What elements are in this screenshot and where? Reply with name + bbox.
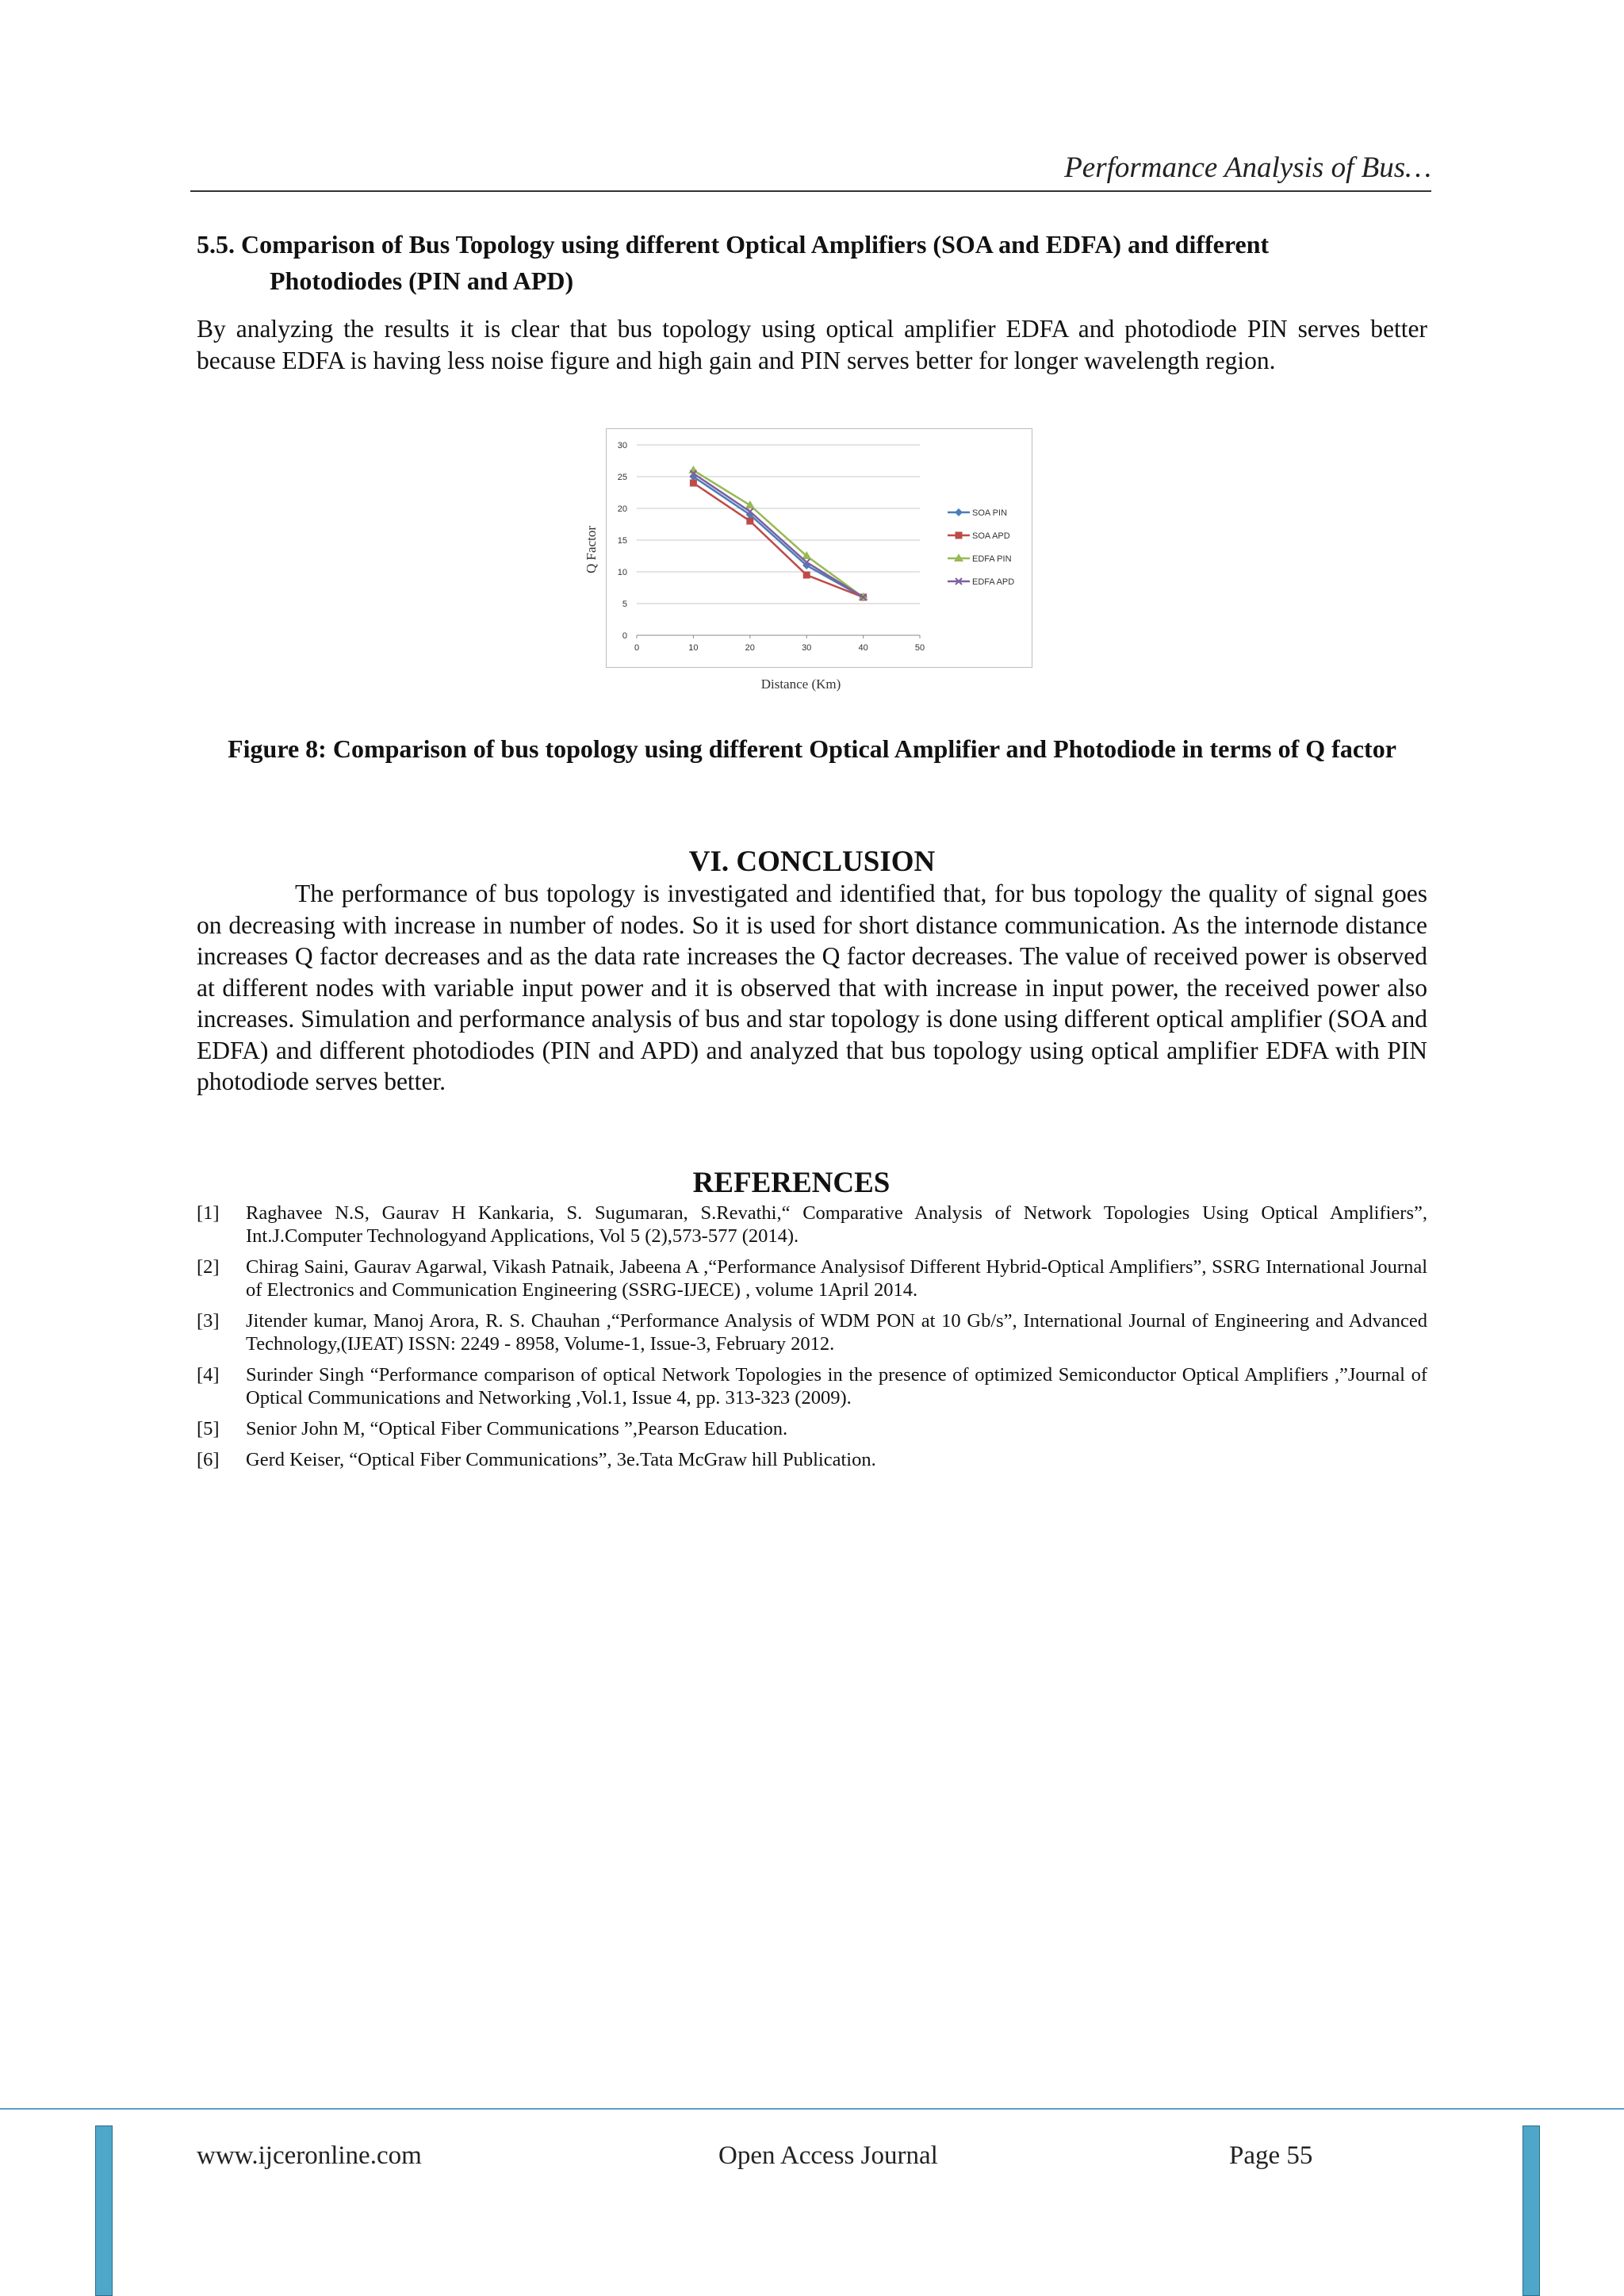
reference-number: [1] [197, 1202, 220, 1224]
reference-text: Senior John M, “Optical Fiber Communications ”,Pearson Education. [246, 1418, 788, 1439]
y-tick-label: 25 [617, 473, 627, 482]
series-line [693, 470, 863, 597]
legend-marker [956, 532, 963, 539]
legend-label: EDFA APD [972, 577, 1015, 587]
section-heading-line2: Photodiodes (PIN and APD) [270, 266, 574, 295]
y-tick-label: 0 [622, 631, 627, 641]
data-point [746, 518, 753, 525]
data-point [690, 480, 697, 487]
footer-page-number: Page 55 [1229, 2141, 1313, 2170]
footer-bar-left [95, 2125, 113, 2296]
reference-item-1 [197, 1202, 1427, 1248]
header-rule [190, 190, 1431, 192]
chart-frame [606, 428, 1032, 668]
y-axis-label: Q Factor [584, 526, 599, 573]
x-axis-label: Distance (Km) [760, 677, 841, 692]
y-axis-label-wrap [576, 526, 607, 573]
y-tick-label: 20 [617, 504, 627, 514]
reference-item-2 [197, 1255, 1427, 1301]
data-point [745, 500, 755, 508]
reference-item-4 [197, 1363, 1427, 1409]
x-tick-label: 50 [914, 643, 925, 653]
footer-rule [0, 2108, 1624, 2110]
figure-caption: Figure 8: Comparison of bus topology using different Optical Amplifier and Photodiode in terms of Q factor [228, 734, 1396, 763]
conclusion-paragraph: The performance of bus topology is investigated and identified that, for bus topology the quality of signal goes on decreasing with increase in number of nodes. So it is used for short distance communication. As the internode distance increases Q factor decreases and as the data rate increases the Q factor decreases. The value of received power is observed at different nodes with variable input power and it is observed that with increase in input power, the received power also increases. Simulation and performance analysis of bus and star topology is done using different optical amplifier (SOA and EDFA) and different photodiodes (PIN and APD) and analyzed that bus topology using optical amplifier EDFA with PIN photodiode serves better. [197, 880, 1427, 1095]
reference-text: Raghavee N.S, Gaurav H Kankaria, S. Sugumaran, S.Revathi,“ Comparative Analysis of Network Topologies Using Optical Amplifiers”, Int.J.Computer Technologyand Applications, Vol 5 (2),573-577 (2014). [246, 1202, 1427, 1247]
data-point [803, 572, 810, 579]
reference-number: [2] [197, 1256, 220, 1278]
x-tick-label: 20 [745, 643, 755, 653]
reference-item-6 [197, 1448, 1427, 1471]
reference-text: Chirag Saini, Gaurav Agarwal, Vikash Patnaik, Jabeena A ,“Performance Analysisof Different Hybrid-Optical Amplifiers”, SSRG International Journal of Electronics and Communication Engineering (SSRG-IJECE) , volume 1April 2014. [246, 1256, 1427, 1301]
y-tick-label: 15 [617, 536, 627, 546]
reference-number: [4] [197, 1364, 220, 1386]
reference-text: Surinder Singh “Performance comparison of optical Network Topologies in the presence of optimized Semiconductor Optical Amplifiers ,”Journal of Optical Communications and Networking ,Vol.1, Issue 4, pp. 313-323 (2009). [246, 1364, 1427, 1409]
data-point [688, 466, 698, 473]
legend-marker [955, 508, 963, 516]
x-tick-label: 40 [858, 643, 868, 653]
legend-label: EDFA PIN [972, 554, 1012, 564]
reference-text: Jitender kumar, Manoj Arora, R. S. Chauhan ,“Performance Analysis of WDM PON at 10 Gb/s”, International Journal of Engineering and Advanced Technology,(IJEAT) ISSN: 2249 - 8958, Volume-1, Issue-3, February 2012. [246, 1310, 1427, 1355]
reference-number: [5] [197, 1418, 220, 1439]
x-tick-label: 30 [802, 643, 812, 653]
running-header: Performance Analysis of Bus… [1064, 151, 1431, 184]
y-tick-label: 10 [617, 568, 627, 577]
x-tick-label: 0 [634, 643, 640, 653]
references-title: REFERENCES [692, 1167, 891, 1199]
reference-item-3 [197, 1309, 1427, 1355]
legend-label: SOA PIN [972, 508, 1008, 518]
footer-website: www.ijceronline.com [197, 2141, 422, 2170]
section-heading-line1: 5.5. Comparison of Bus Topology using different Optical Amplifiers (SOA and EDFA) and different [197, 230, 1270, 259]
intro-paragraph: By analyzing the results it is clear that bus topology using optical amplifier EDFA and photodiode PIN serves better because EDFA is having less noise figure and high gain and PIN serves better for longer wavelength region. [197, 315, 1427, 374]
conclusion-title: VI. CONCLUSION [688, 845, 936, 878]
y-tick-label: 5 [622, 600, 627, 609]
x-tick-label: 10 [688, 643, 699, 653]
q-factor-chart [607, 429, 1032, 667]
section-heading [197, 226, 1434, 299]
legend-label: SOA APD [972, 531, 1010, 541]
reference-number: [3] [197, 1310, 220, 1332]
reference-item-5 [197, 1417, 1427, 1440]
y-tick-label: 30 [617, 441, 627, 450]
reference-number: [6] [197, 1449, 220, 1470]
reference-list [197, 1202, 1427, 1479]
footer-bar-right [1522, 2125, 1540, 2296]
reference-text: Gerd Keiser, “Optical Fiber Communications”, 3e.Tata McGraw hill Publication. [246, 1449, 876, 1470]
footer-journal-label: Open Access Journal [718, 2141, 938, 2170]
